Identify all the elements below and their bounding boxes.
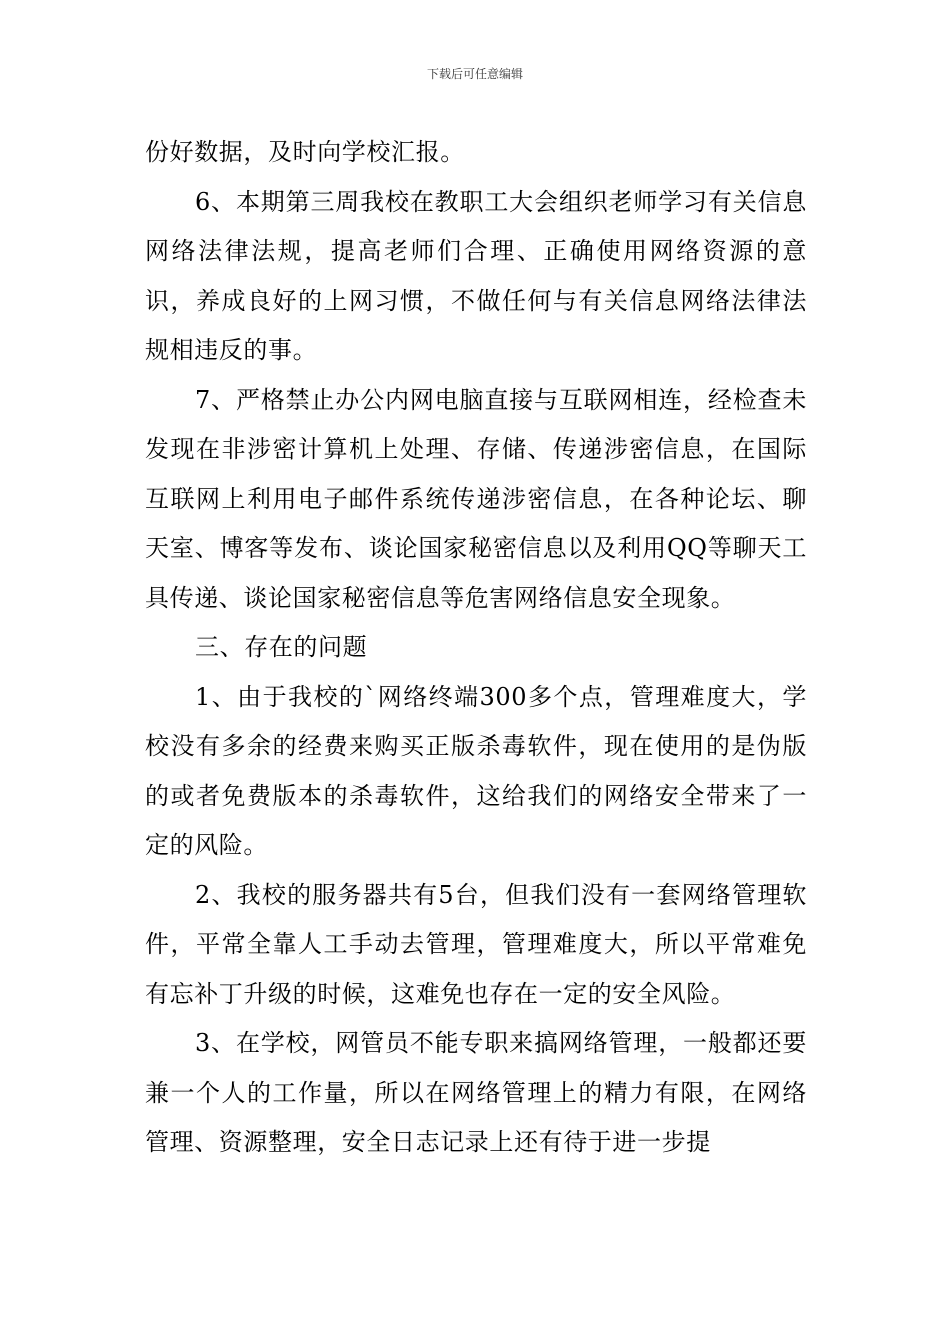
paragraph-item-7: 7、严格禁止办公内网电脑直接与互联网相连，经检查未发现在非涉密计算机上处理、存储、传递涉密信息，在国际互联网上利用电子邮件系统传递涉密信息，在各种论坛、聊天室、博客等发布、谈论国家秘密信息以及利用QQ等聊天工具传递、谈论国家秘密信息等危害网络信息安全现象。 — [145, 385, 807, 612]
paragraph-problem-1: 1、由于我校的`网络终端300多个点，管理难度大，学校没有多余的经费来购买正版杀毒软件，现在使用的是伪版的或者免费版本的杀毒软件，这给我们的网络安全带来了一定的风险。 — [145, 682, 807, 859]
page-header: 下载后可任意编辑 — [426, 67, 523, 81]
paragraph-item-6: 6、本期第三周我校在教职工大会组织老师学习有关信息网络法律法规，提高老师们合理、正确使用网络资源的意识，养成良好的上网习惯，不做任何与有关信息网络法律法规相违反的事。 — [145, 187, 807, 364]
paragraph-problem-2: 2、我校的服务器共有5台，但我们没有一套网络管理软件，平常全靠人工手动去管理，管理难度大，所以平常难免有忘补丁升级的时候，这难免也存在一定的安全风险。 — [145, 880, 807, 1008]
document-body — [145, 128, 807, 1168]
paragraph-problem-3: 3、在学校，网管员不能专职来搞网络管理，一般都还要兼一个人的工作量，所以在网络管理上的精力有限，在网络管理、资源整理，安全日志记录上还有待于进一步提 — [145, 1029, 807, 1156]
section-heading-problems: 三、存在的问题 — [195, 633, 368, 661]
paragraph-continuation: 份好数据，及时向学校汇报。 — [145, 138, 465, 166]
